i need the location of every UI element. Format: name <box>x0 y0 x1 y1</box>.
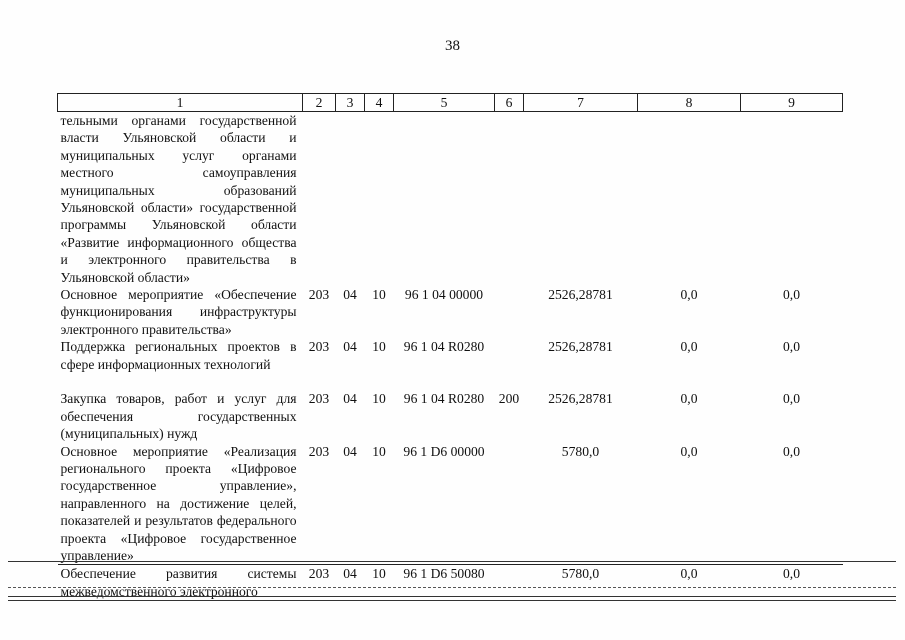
cell-section: 04 <box>343 339 357 355</box>
table-row <box>58 286 843 338</box>
cell-section: 04 <box>343 443 357 459</box>
column-header: 3 <box>336 94 365 112</box>
row-description: Основное мероприятие «Обеспечение функционирования инфраструктуры электронного правительства» <box>60 287 297 337</box>
cell-amount-3 <box>741 112 843 287</box>
scan-rule-line <box>8 600 896 601</box>
page-number: 38 <box>445 38 460 54</box>
column-header: 9 <box>741 94 843 112</box>
scan-dashed-line <box>8 587 896 588</box>
table-row <box>58 338 843 390</box>
cell-amount-3: 0,0 <box>783 339 800 355</box>
scan-rule-line <box>8 561 896 562</box>
column-header: 2 <box>303 94 336 112</box>
cell-subsection: 10 <box>372 287 386 303</box>
cell-expense-type <box>495 286 524 338</box>
cell-subsection: 10 <box>372 391 386 407</box>
cell-amount-2: 0,0 <box>680 391 698 407</box>
cell-ministry: 203 <box>308 287 330 303</box>
cell-amount-2: 0,0 <box>680 287 698 303</box>
cell-target-article: 96 1 04 R0280 <box>403 339 485 355</box>
cell-ministry: 203 <box>308 443 330 459</box>
cell-expense-type <box>495 112 524 287</box>
row-description: Основное мероприятие «Реализация регионального проекта «Цифровое государственное управление», направленного на достижение целей, показателей и результатов федерального проекта «Цифровое государственное управление» <box>60 443 297 563</box>
cell-section: 04 <box>336 565 365 601</box>
cell-expense-type <box>495 443 524 565</box>
cell-section: 04 <box>343 391 357 407</box>
cell-ministry <box>303 112 336 287</box>
cell-amount-3: 0,0 <box>783 287 800 303</box>
cell-expense-type: 200 <box>498 391 520 407</box>
cell-amount-2 <box>638 112 741 287</box>
cell-subsection <box>365 112 394 287</box>
row-description: Обеспечение развития системы межведомственного электронного <box>58 565 303 601</box>
cell-amount-1: 5780,0 <box>561 443 600 459</box>
column-header: 1 <box>58 94 303 112</box>
cell-target-article: 96 1 D6 50080 <box>394 565 495 601</box>
cell-target-article: 96 1 D6 00000 <box>403 443 485 459</box>
cell-amount-3: 0,0 <box>783 443 800 459</box>
cell-expense-type <box>495 338 524 390</box>
cell-target-article: 96 1 04 00000 <box>404 287 484 303</box>
table-row <box>58 390 843 442</box>
row-description: Поддержка региональных проектов в сфере информационных технологий <box>60 339 297 372</box>
cell-subsection: 10 <box>372 443 386 459</box>
column-header: 5 <box>394 94 495 112</box>
cell-amount-1: 2526,28781 <box>548 391 613 407</box>
cell-amount-1: 2526,28781 <box>548 339 613 355</box>
cell-ministry: 203 <box>303 565 336 601</box>
cell-amount-1: 2526,28781 <box>548 287 613 303</box>
cell-target-article: 96 1 04 R0280 <box>403 391 485 407</box>
cell-section: 04 <box>343 287 357 303</box>
cell-amount-1: 5780,0 <box>524 565 638 601</box>
cell-amount-3: 0,0 <box>741 565 843 601</box>
column-header: 7 <box>524 94 638 112</box>
cell-subsection: 10 <box>372 339 386 355</box>
column-header: 6 <box>495 94 524 112</box>
cell-amount-3: 0,0 <box>783 391 800 407</box>
column-header: 8 <box>638 94 741 112</box>
cell-ministry: 203 <box>308 391 330 407</box>
table-row <box>58 443 843 565</box>
cell-amount-2: 0,0 <box>680 339 698 355</box>
table-header-row <box>58 94 843 112</box>
cell-ministry: 203 <box>308 339 330 355</box>
row-description: тельными органами государственной власти Ульяновской области и муниципальных услуг органами местного самоуправления муниципальных образований Ульяновской области» государственной программы Ульяновской области «Развитие информационного общества и электронного правительства в Ульяновской области» <box>60 113 297 285</box>
cell-target-article <box>394 112 495 287</box>
cell-section <box>336 112 365 287</box>
cell-amount-2: 0,0 <box>680 443 698 459</box>
budget-table <box>57 93 843 601</box>
cell-amount-2: 0,0 <box>638 565 741 601</box>
row-description: Закупка товаров, работ и услуг для обеспечения государственных (муниципальных) нужд <box>60 391 297 442</box>
cell-amount-1 <box>524 112 638 287</box>
scan-rule-line <box>8 596 896 597</box>
cell-subsection: 10 <box>365 565 394 601</box>
table-row <box>58 112 843 287</box>
column-header: 4 <box>365 94 394 112</box>
